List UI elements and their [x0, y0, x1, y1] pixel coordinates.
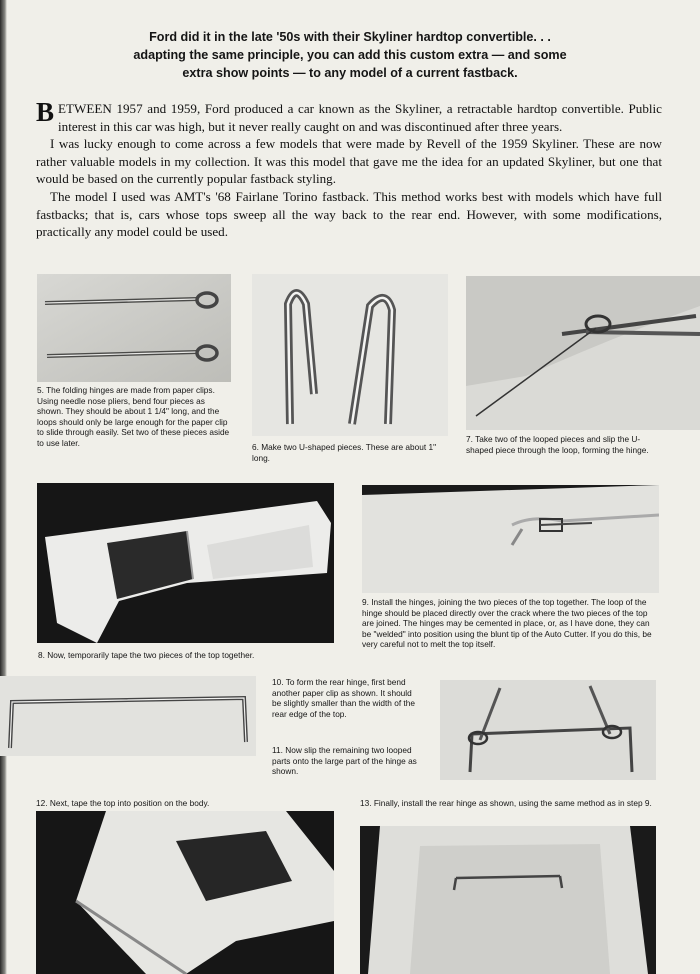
photo-step-5-looped-clips: [37, 274, 231, 382]
caption-step-5: 5. The folding hinges are made from paper clips. Using needle nose pliers, bend four pieces as shown. They should be about 1 1/4" long, and the loops should only be large enough for the paper clip to slide through easily. Set two of these pieces aside to use later.: [37, 385, 230, 448]
article-headline: [80, 28, 620, 82]
photo-step-10-rear-hinge-wire: [0, 676, 256, 756]
photo-step-7-hinge: [466, 276, 700, 430]
photo-step-13-rear-hinge-installed: [360, 826, 656, 974]
photo-step-6-u-pieces: [252, 274, 448, 436]
photo-step-12-top-on-body: [36, 811, 334, 974]
caption-step-9: 9. Install the hinges, joining the two pieces of the top together. The loop of the hinge should be placed directly over the crack where the two pieces of the top are joined. The hinges may be cemented in place, or, as I have done, they can be "welded" into position using the blunt tip of the Auto Cutter. If you do this, be very careful not to melt the top itself.: [362, 597, 652, 650]
article-body: [36, 97, 662, 241]
body-paragraph-3: The model I used was AMT's '68 Fairlane Torino fastback. This method works best with models which have full fastbacks; that is, cars whose tops sweep all the way back to the rear end. However, with some modifications, practically any model could be used.: [36, 188, 662, 240]
caption-step-12: 12. Next, tape the top into position on the body.: [36, 798, 210, 808]
caption-step-10: 10. To form the rear hinge, first bend another paper clip as shown. It should be slightly smaller than the width of the rear edge of the top.: [272, 677, 415, 719]
page-spine-shadow: [0, 0, 7, 974]
photo-step-8-taped-top: [37, 483, 334, 643]
headline-line-3: extra show points — to any model of a current fastback.: [182, 66, 518, 80]
body-paragraph-1-text: ETWEEN 1957 and 1959, Ford produced a car known as the Skyliner, a retractable hardtop convertible. Public interest in this car was high, but it never really caught on and was discontinued after three years.: [58, 101, 662, 134]
body-paragraph-1: [36, 97, 662, 135]
caption-step-11: 11. Now slip the remaining two looped parts onto the large part of the hinge as shown.: [272, 745, 417, 777]
headline-line-1: Ford did it in the late '50s with their Skyliner hardtop convertible. . .: [149, 30, 551, 44]
caption-step-6: 6. Make two U-shaped pieces. These are about 1" long.: [252, 442, 437, 463]
caption-step-13: 13. Finally, install the rear hinge as shown, using the same method as in step 9.: [360, 798, 652, 808]
photo-step-9-hinges-installed: [362, 485, 659, 593]
photo-step-11-looped-parts: [440, 680, 656, 780]
caption-step-8: 8. Now, temporarily tape the two pieces of the top together.: [38, 650, 255, 660]
body-paragraph-2: I was lucky enough to come across a few models that were made by Revell of the 1959 Skyliner. These are now rather valuable models in my collection. It was this model that gave me the idea for an updated Skyliner, but one that would be based on the currently popular fastback styling.: [36, 136, 662, 187]
caption-step-7: 7. Take two of the looped pieces and slip the U-shaped piece through the loop, forming the hinge.: [466, 434, 649, 455]
drop-cap: B: [36, 97, 55, 127]
headline-line-2: adapting the same principle, you can add this custom extra — and some: [133, 48, 567, 62]
